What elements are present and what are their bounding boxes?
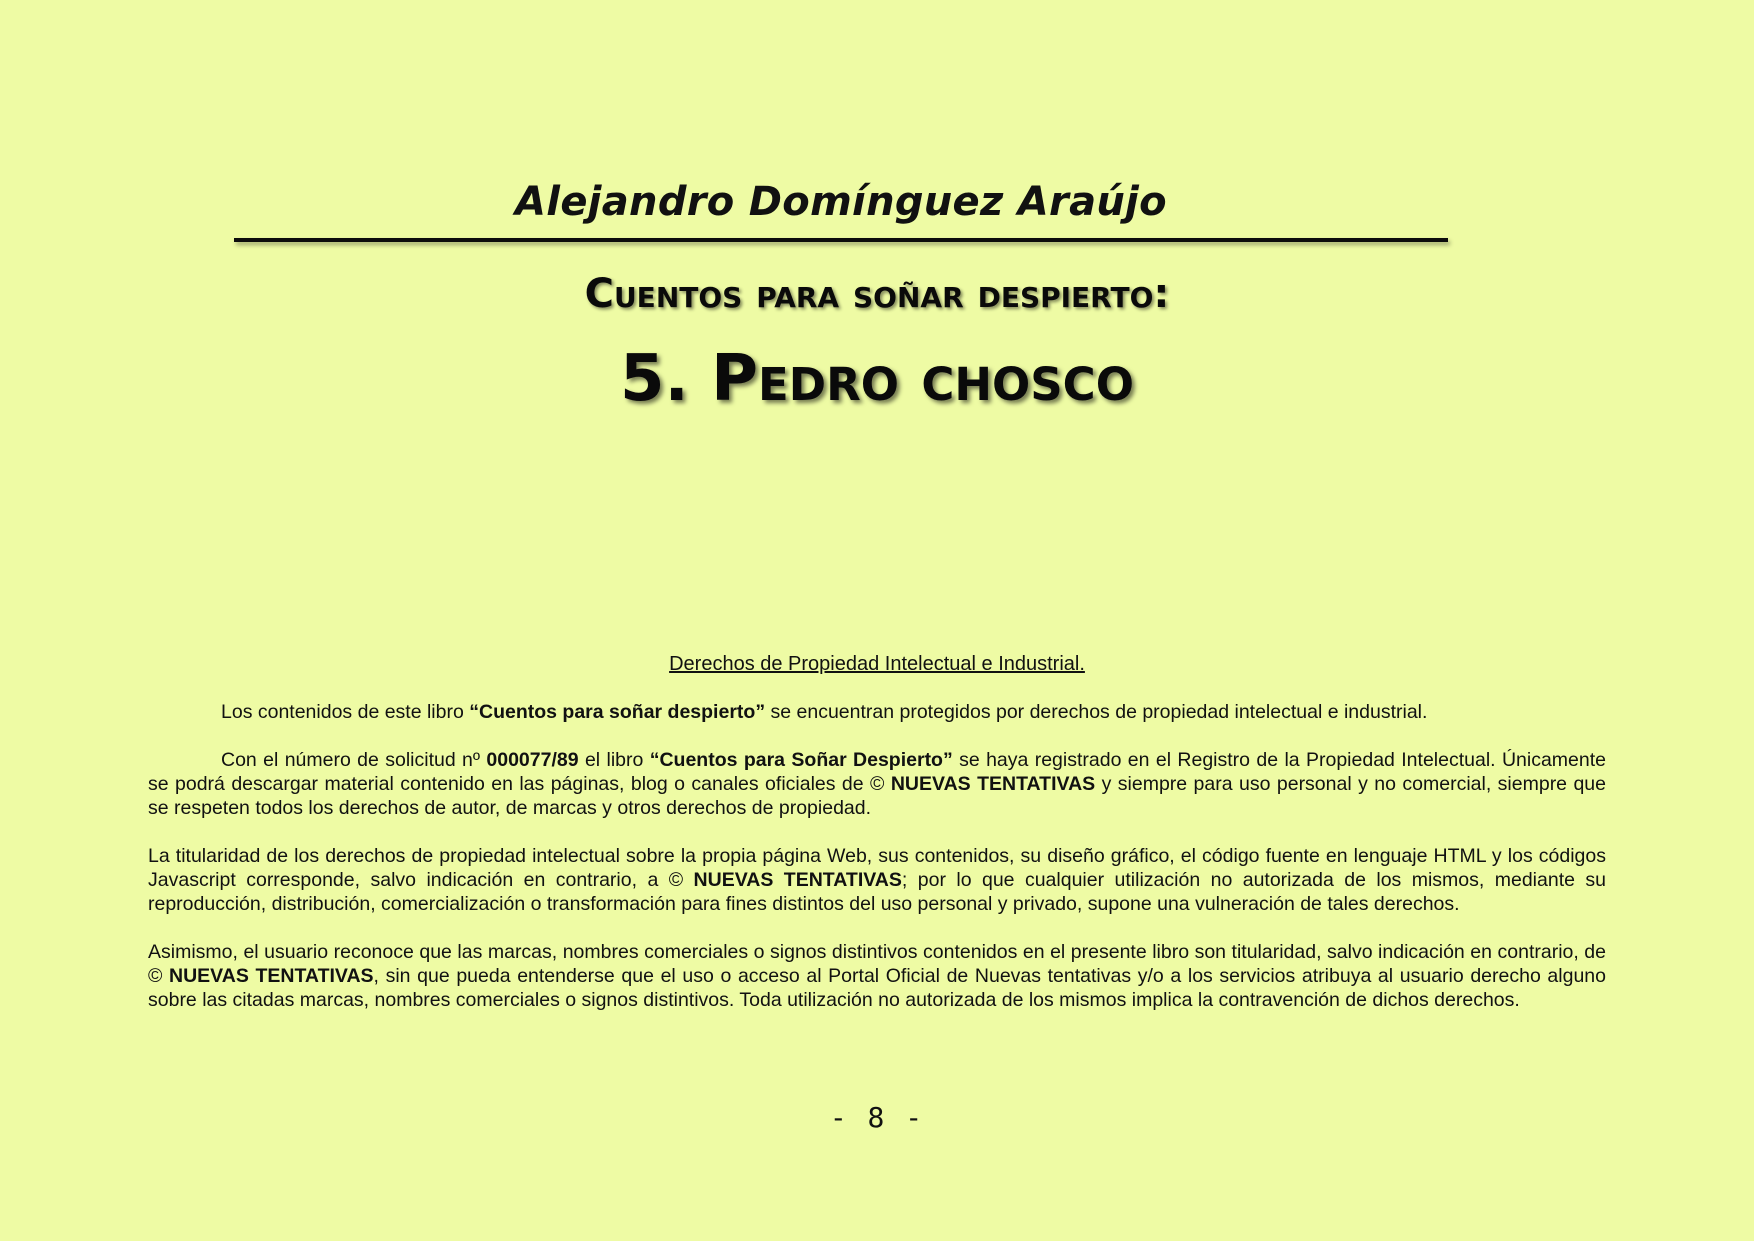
p2-text-3: se haya registrado en el Registro de la Propiedad Intelectual. Únicamente se podrá descargar material contenido en las páginas, blog o canales oficiales de ©: [148, 749, 1606, 795]
p2-text-2: el libro: [578, 749, 650, 771]
p2-text-1: Con el número de solicitud nº: [221, 749, 487, 771]
p3-text-2: ; por lo que cualquier utilización no autorizada de los mismos, mediante su reproducción, distribución, comercialización o transformación para fines distintos del uso personal y privado, supone una vulneración de tales derechos.: [148, 869, 1607, 915]
p3-text-1: La titularidad de los derechos de propiedad intelectual sobre la propia página Web, sus contenidos, su diseño gráfico, el código fuente en lenguaje HTML y los códigos Javascript corresponde, salvo indicación en contrario, a ©: [148, 845, 1606, 891]
p1-text-2: se encuentran protegidos por derechos de propiedad intelectual e industrial.: [765, 701, 1428, 723]
story-title: 5. Pedro chosco: [620, 342, 1134, 416]
rights-paragraph-4: [148, 940, 1606, 1012]
p4-text-1: Asimismo, el usuario reconoce que las marcas, nombres comerciales o signos distintivos contenidos en el presente libro son titularidad, salvo indicación en contrario, de ©: [148, 941, 1606, 987]
p4-text-2: , sin que pueda entenderse que el uso o acceso al Portal Oficial de Nuevas tentativas y/o a los servicios atribuya al usuario derecho alguno sobre las citadas marcas, nombres comerciales o signos distintivos. Toda utilización no autorizada de los mismos implica la contravención de dichos derechos.: [148, 965, 1606, 1011]
header-divider: [234, 238, 1448, 242]
p2-text-4: y siempre para uso personal y no comercial, siempre que se respeten todos los derechos de autor, de marcas y otros derechos de propiedad.: [148, 773, 1606, 819]
p2-publisher: NUEVAS TENTATIVAS: [890, 773, 1096, 795]
rights-paragraph-3: [148, 844, 1606, 916]
rights-paragraph-1: [148, 700, 1606, 724]
p4-publisher: NUEVAS TENTATIVAS: [169, 965, 374, 987]
page-number: - 8 -: [829, 1101, 925, 1134]
rights-body: [148, 700, 1606, 1036]
p1-book-title: “Cuentos para soñar despierto”: [469, 701, 766, 723]
p3-publisher: NUEVAS TENTATIVAS: [693, 869, 902, 891]
p1-text-1: Los contenidos de este libro: [221, 701, 470, 723]
rights-paragraph-2: [148, 748, 1606, 820]
author-name: Alejandro Domínguez Araújo: [515, 179, 1167, 225]
p2-application-number: 000077/89: [486, 749, 579, 771]
rights-heading: Derechos de Propiedad Intelectual e Industrial.: [669, 653, 1085, 675]
series-title: Cuentos para soñar despierto:: [584, 271, 1170, 317]
p2-book-title: “Cuentos para Soñar Despierto”: [649, 749, 953, 771]
